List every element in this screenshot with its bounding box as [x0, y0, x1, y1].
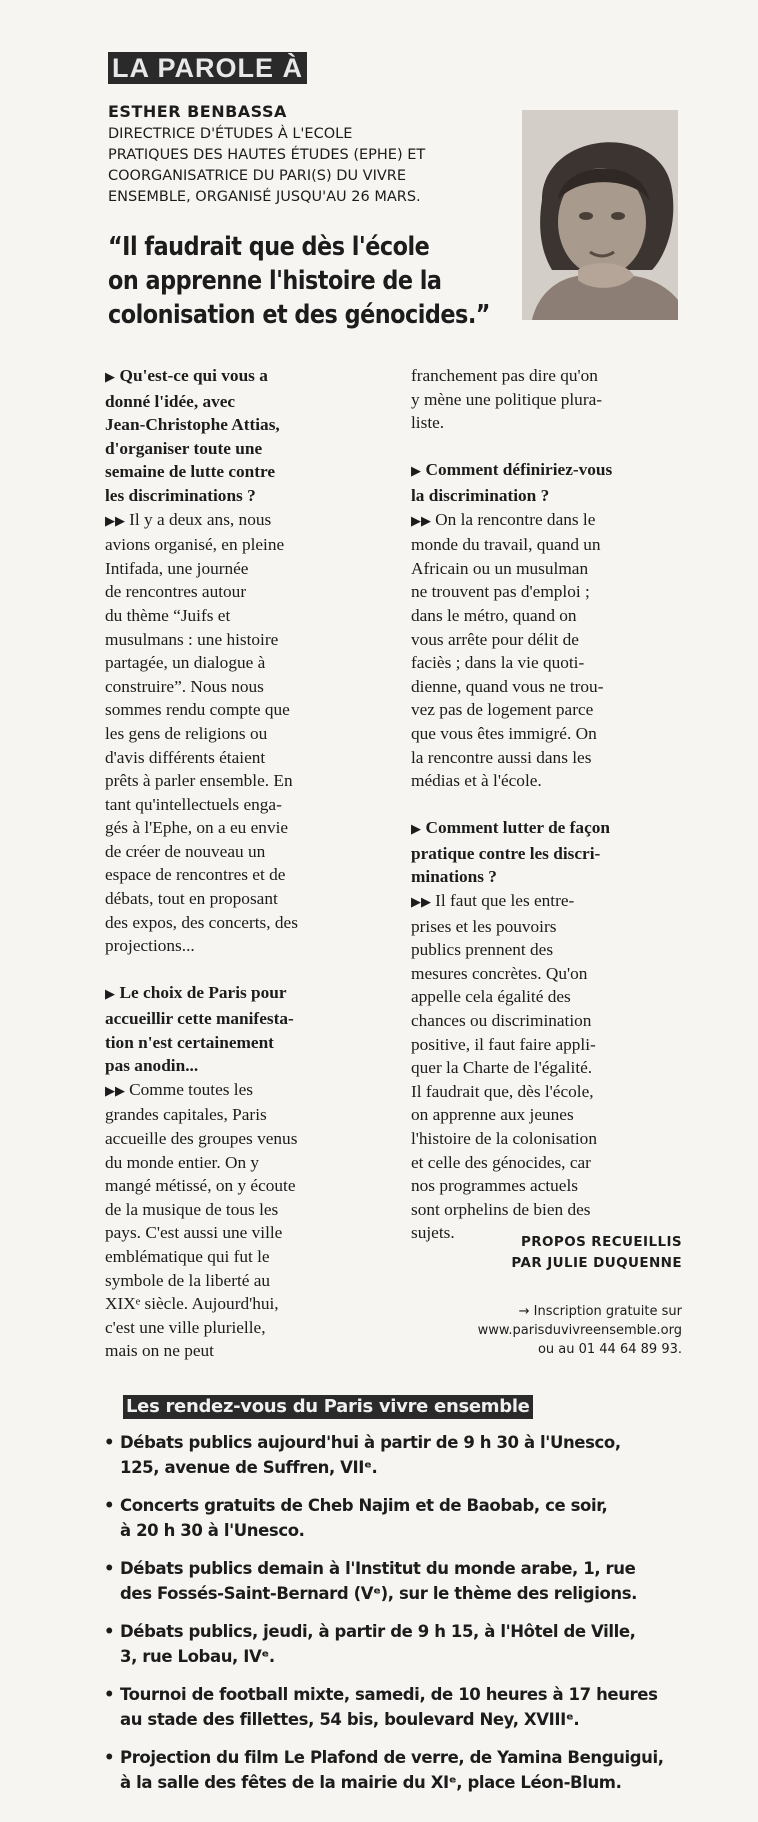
credit-line: PAR JULIE DUQUENNE — [511, 1255, 682, 1271]
body-line — [411, 1009, 683, 1033]
bullet-icon: • — [104, 1559, 115, 1578]
question-arrow-icon: ▶ — [411, 464, 426, 480]
line-text: y mène une politique plura- — [411, 389, 602, 409]
interviewee-role — [108, 124, 488, 208]
author-credit — [430, 1232, 682, 1274]
interviewee-name: ESTHER BENBASSA — [108, 102, 287, 121]
answer-line — [411, 889, 683, 915]
body-line — [105, 1127, 370, 1151]
line-text: grandes capitales, Paris — [105, 1105, 267, 1125]
line-text: positive, il faut faire appli- — [411, 1034, 596, 1054]
bullet-icon: • — [104, 1622, 115, 1641]
line-text: ne trouvent pas d'emploi ; — [411, 582, 590, 602]
line-text: semaine de lutte contre — [105, 462, 276, 482]
line-text: de créer de nouveau un — [105, 841, 266, 861]
question-line — [411, 865, 683, 889]
body-line — [411, 938, 683, 962]
line-text: tant qu'intellectuels enga- — [105, 794, 282, 814]
line-text: prises et les pouvoirs — [411, 916, 557, 936]
body-line — [411, 1174, 683, 1198]
answer-line — [411, 508, 683, 534]
headline-line: on apprenne l'histoire de la — [108, 266, 442, 296]
body-line — [105, 1292, 370, 1316]
line-text: mais on ne peut — [105, 1341, 214, 1361]
body-line — [105, 793, 370, 817]
event-line: Concerts gratuits de Cheb Najim et de Baobab, ce soir, — [120, 1496, 608, 1515]
line-text: de rencontres autour — [105, 582, 247, 602]
article-column-right — [411, 364, 683, 1245]
paragraph-gap — [411, 793, 683, 817]
body-line — [411, 1056, 683, 1080]
question-line — [105, 1054, 370, 1078]
answer-line — [105, 1078, 370, 1104]
body-line — [105, 769, 370, 793]
question-arrow-icon: ▶ — [411, 822, 426, 838]
role-line: PRATIQUES DES HAUTES ÉTUDES (EPHE) ET — [108, 147, 426, 163]
line-text: les gens de religions ou — [105, 723, 268, 743]
event-item — [104, 1493, 704, 1543]
body-line — [411, 557, 683, 581]
line-text: On la rencontre dans le — [435, 509, 596, 529]
line-text: la discrimination ? — [411, 485, 550, 505]
body-line — [105, 1245, 370, 1269]
credit-line: PROPOS RECUEILLIS — [520, 1234, 682, 1250]
answer-arrow-icon: ▶▶ — [411, 513, 436, 529]
line-text: Il y a deux ans, nous — [129, 509, 272, 529]
byline — [108, 102, 488, 208]
body-line — [411, 1103, 683, 1127]
event-item — [104, 1619, 704, 1669]
body-line — [105, 1269, 370, 1293]
line-text: publics prennent des — [411, 940, 554, 960]
line-text: Comme toutes les — [129, 1079, 253, 1099]
body-line — [411, 985, 683, 1009]
body-line — [411, 698, 683, 722]
line-text: du monde entier. On y — [105, 1152, 260, 1172]
body-line — [105, 863, 370, 887]
body-line — [105, 1151, 370, 1175]
line-text: Il faudrait que, dès l'école, — [411, 1081, 594, 1101]
question-line — [105, 484, 370, 508]
question-line — [411, 484, 683, 508]
line-text: faciès ; dans la vie quoti- — [411, 653, 585, 673]
body-line — [105, 557, 370, 581]
line-text: pratique contre les discri- — [411, 843, 601, 863]
role-line: ENSEMBLE, ORGANISÉ JUSQU'AU 26 MARS. — [108, 189, 421, 205]
line-text: gés à l'Ephe, on a eu envie — [105, 818, 289, 838]
question-line — [105, 981, 370, 1007]
line-text: d'avis différents étaient — [105, 747, 266, 767]
body-line — [105, 816, 370, 840]
line-text: sujets. — [411, 1223, 455, 1243]
question-line — [105, 390, 370, 414]
line-text: Africain ou un musulman — [411, 558, 589, 578]
body-line — [411, 1198, 683, 1222]
line-text: accueillir cette manifesta- — [105, 1009, 294, 1029]
body-line — [411, 1151, 683, 1175]
line-text: partagée, un dialogue à — [105, 653, 266, 673]
line-text: chances ou discrimination — [411, 1011, 592, 1031]
line-text: Il faut que les entre- — [435, 891, 575, 911]
line-text: franchement pas dire qu'on — [411, 366, 598, 385]
line-text: construire”. Nous nous — [105, 676, 264, 696]
body-line — [105, 580, 370, 604]
question-line — [411, 458, 683, 484]
answer-arrow-icon: ▶▶ — [105, 1083, 130, 1099]
line-text: Intifada, une journée — [105, 558, 249, 578]
portrait-illustration — [522, 110, 678, 320]
registration-phone: ou au 01 44 64 89 93. — [537, 1342, 682, 1357]
body-line — [105, 628, 370, 652]
event-item — [104, 1682, 704, 1732]
line-text: c'est une ville plurielle, — [105, 1317, 266, 1337]
body-line — [105, 1103, 370, 1127]
event-line: 125, avenue de Suffren, VIIᵉ. — [120, 1458, 378, 1477]
body-line — [411, 604, 683, 628]
line-text: appelle cela égalité des — [411, 987, 571, 1007]
line-text: espace de rencontres et de — [105, 865, 286, 885]
body-line — [105, 1221, 370, 1245]
headline-quote — [108, 230, 529, 332]
line-text: emblématique qui fut le — [105, 1246, 270, 1266]
bullet-icon: • — [104, 1496, 115, 1515]
body-line — [105, 675, 370, 699]
answer-arrow-icon: ▶▶ — [105, 513, 130, 529]
body-line — [411, 533, 683, 557]
body-line — [411, 580, 683, 604]
event-item — [104, 1556, 704, 1606]
line-text: et celle des génocides, car — [411, 1152, 591, 1172]
bullet-icon: • — [104, 1433, 115, 1452]
line-text: avions organisé, en pleine — [105, 535, 285, 555]
line-text: XIXᵉ siècle. Aujourd'hui, — [105, 1294, 279, 1314]
line-text: que vous êtes immigré. On — [411, 723, 597, 743]
line-text: mangé métissé, on y écoute — [105, 1176, 296, 1196]
event-line: des Fossés-Saint-Bernard (Vᵉ), sur le thème des religions. — [120, 1584, 638, 1603]
body-line — [105, 911, 370, 935]
question-arrow-icon: ▶ — [105, 370, 120, 385]
body-line — [105, 604, 370, 628]
event-line: Projection du film Le Plafond de verre, de Yamina Benguigui, — [120, 1748, 664, 1767]
event-line: Tournoi de football mixte, samedi, de 10 heures à 17 heures — [120, 1685, 658, 1704]
section-kicker: LA PAROLE À — [108, 52, 307, 84]
line-text: projections... — [105, 936, 195, 956]
line-text: les discriminations ? — [105, 485, 256, 505]
bullet-icon: • — [104, 1748, 115, 1767]
article-column-left — [105, 364, 370, 1363]
bullet-icon: • — [104, 1685, 115, 1704]
event-line: Débats publics, jeudi, à partir de 9 h 15, à l'Hôtel de Ville, — [120, 1622, 636, 1641]
line-text: des expos, des concerts, des — [105, 912, 298, 932]
event-line: au stade des fillettes, 54 bis, boulevard Ney, XVIIIᵉ. — [120, 1710, 580, 1729]
body-line — [105, 840, 370, 864]
line-text: accueille des groupes venus — [105, 1129, 298, 1148]
line-text: quer la Charte de l'égalité. — [411, 1058, 593, 1078]
line-text: du thème “Juifs et — [105, 605, 231, 625]
line-text: vous arrête pour délit de — [411, 629, 579, 649]
line-text: sommes rendu compte que — [105, 700, 290, 720]
body-line — [105, 1174, 370, 1198]
body-line — [105, 1339, 370, 1363]
headline-line: colonisation et des génocides.” — [108, 300, 490, 330]
question-line — [105, 364, 370, 390]
line-text: vez pas de logement parce — [411, 700, 594, 720]
answer-arrow-icon: ▶▶ — [411, 895, 436, 911]
body-line — [411, 962, 683, 986]
body-line — [411, 388, 683, 412]
registration-info — [420, 1302, 682, 1359]
line-text: la rencontre aussi dans les — [411, 747, 592, 767]
question-line — [411, 842, 683, 866]
event-line: 3, rue Lobau, IVᵉ. — [120, 1647, 275, 1666]
body-line — [105, 722, 370, 746]
body-line — [411, 1080, 683, 1104]
line-text: on apprenne aux jeunes — [411, 1105, 574, 1125]
line-text: médias et à l'école. — [411, 771, 542, 791]
line-text: dans le métro, quand on — [411, 605, 577, 625]
body-line — [411, 411, 683, 435]
body-line — [105, 533, 370, 557]
paragraph-gap — [411, 435, 683, 459]
body-line — [105, 1198, 370, 1222]
line-text: prêts à parler ensemble. En — [105, 771, 293, 791]
body-line — [105, 698, 370, 722]
body-line — [105, 934, 370, 958]
question-arrow-icon: ▶ — [105, 987, 120, 1003]
question-line — [105, 1007, 370, 1031]
question-line — [105, 413, 370, 437]
line-text: dienne, quand vous ne trou- — [411, 676, 604, 696]
body-line — [411, 628, 683, 652]
line-text: pas anodin... — [105, 1056, 199, 1076]
event-line: Débats publics aujourd'hui à partir de 9 h 30 à l'Unesco, — [120, 1433, 621, 1452]
body-line — [105, 651, 370, 675]
event-line: Débats publics demain à l'Institut du monde arabe, 1, rue — [120, 1559, 636, 1578]
line-text: Le choix de Paris pour — [119, 983, 287, 1003]
line-text: sont orphelins de bien des — [411, 1199, 591, 1219]
question-line — [105, 437, 370, 461]
line-text: mesures concrètes. Qu'on — [411, 963, 588, 983]
line-text: donné l'idée, avec — [105, 391, 236, 411]
body-line — [105, 1316, 370, 1340]
answer-line — [105, 508, 370, 534]
body-line — [411, 1127, 683, 1151]
line-text: pays. C'est aussi une ville — [105, 1223, 283, 1243]
events-list — [104, 1430, 704, 1808]
body-line — [411, 769, 683, 793]
registration-url: www.parisduvivreensemble.org — [477, 1323, 682, 1338]
line-text: symbole de la liberté au — [105, 1270, 271, 1290]
line-text: liste. — [411, 413, 445, 433]
body-line — [411, 651, 683, 675]
line-text: Comment définiriez-vous — [425, 460, 613, 480]
headline-line: “Il faudrait que dès l'école — [108, 232, 430, 262]
line-text: débats, tout en proposant — [105, 889, 278, 909]
body-line — [411, 1033, 683, 1057]
portrait-photo — [522, 110, 678, 320]
event-line: à 20 h 30 à l'Unesco. — [120, 1521, 305, 1540]
line-text: Qu'est-ce qui vous a — [119, 366, 268, 385]
line-text: tion n'est certainement — [105, 1032, 274, 1052]
body-line — [105, 746, 370, 770]
line-text: monde du travail, quand un — [411, 535, 601, 555]
body-line — [411, 364, 683, 388]
registration-line: → Inscription gratuite sur — [518, 1304, 682, 1319]
question-line — [411, 816, 683, 842]
role-line: COORGANISATRICE DU PARI(S) DU VIVRE — [108, 168, 407, 184]
line-text: Jean-Christophe Attias, — [105, 415, 280, 435]
question-line — [105, 1031, 370, 1055]
event-item — [104, 1430, 704, 1480]
line-text: l'histoire de la colonisation — [411, 1129, 597, 1148]
body-line — [411, 915, 683, 939]
paragraph-gap — [105, 958, 370, 982]
line-text: musulmans : une histoire — [105, 629, 279, 649]
events-heading: Les rendez-vous du Paris vivre ensemble — [123, 1395, 533, 1419]
event-line: à la salle des fêtes de la mairie du XIᵉ, place Léon-Blum. — [120, 1773, 622, 1792]
role-line: DIRECTRICE D'ÉTUDES À L'ECOLE — [108, 126, 353, 142]
body-line — [411, 746, 683, 770]
line-text: d'organiser toute une — [105, 438, 263, 458]
line-text: Comment lutter de façon — [425, 818, 610, 838]
body-line — [105, 887, 370, 911]
line-text: minations ? — [411, 867, 497, 887]
line-text: de la musique de tous les — [105, 1199, 279, 1219]
line-text: nos programmes actuels — [411, 1176, 579, 1196]
question-line — [105, 460, 370, 484]
body-line — [411, 675, 683, 699]
event-item — [104, 1745, 704, 1795]
body-line — [411, 722, 683, 746]
